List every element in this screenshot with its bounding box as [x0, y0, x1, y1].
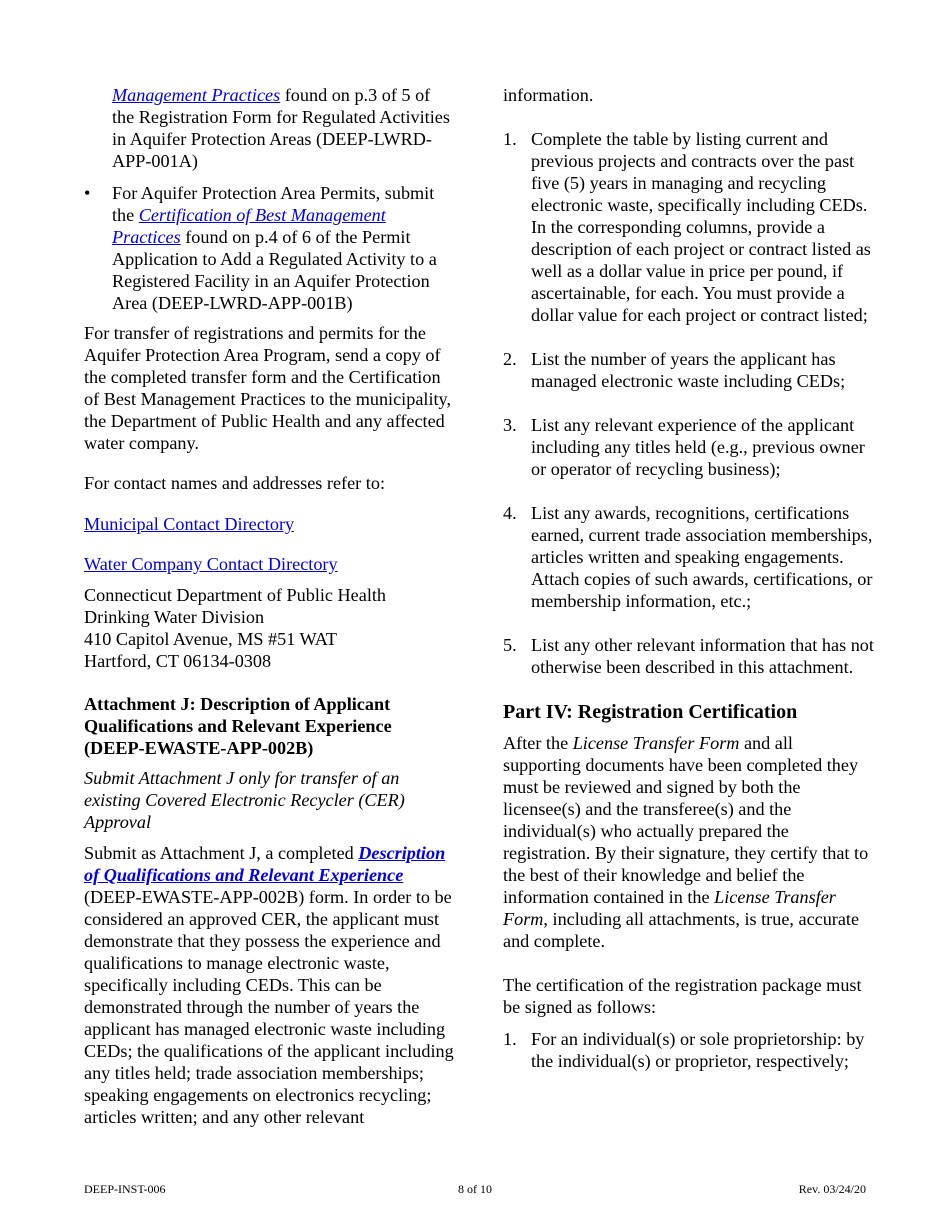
- signature-list: [503, 1028, 875, 1072]
- list-text: For an individual(s) or sole proprietorship: by the individual(s) or proprietor, respectively;: [531, 1029, 865, 1071]
- list-item: [503, 348, 875, 392]
- certification-bmp-link[interactable]: Certification of Best Management Practices: [112, 205, 386, 247]
- address-block: [84, 584, 456, 672]
- list-text: List any other relevant information that has not otherwise been described in this attachment.: [531, 635, 874, 677]
- list-number: 1.: [503, 1029, 517, 1049]
- transfer-paragraph: For transfer of registrations and permits for the Aquifer Protection Area Program, send a copy of the completed transfer form and the Certification of Best Management Practices to the municipality, the Department of Public Health and any affected water company.: [84, 323, 452, 453]
- management-practices-link[interactable]: Management Practices: [112, 85, 281, 105]
- cert-text: After the: [503, 733, 573, 753]
- list-item: [503, 502, 875, 612]
- address-line: Connecticut Department of Public Health: [84, 585, 387, 605]
- footer-page-number: 8 of 10: [458, 1182, 492, 1196]
- part-iv-heading: Part IV: Registration Certification: [503, 701, 798, 723]
- cert-form-name: License Transfer Form: [572, 733, 740, 753]
- bullet-marker: •: [84, 183, 91, 203]
- requirements-list: [503, 128, 875, 678]
- attachment-j-note: Submit Attachment J only for transfer of an existing Covered Electronic Recycler (CER) Approval: [84, 768, 405, 832]
- bullet-continuation-text: found on p.3 of 5 of the Registration Form for Regulated Activities in Aquifer Protection Areas (DEEP-LWRD-APP-001A): [112, 85, 450, 171]
- list-item: [503, 128, 875, 326]
- cert-text: , including all attachments, is true, accurate and complete.: [503, 909, 860, 951]
- list-text: List any relevant experience of the applicant including any titles held (e.g., previous owner or operator of recycling business);: [531, 415, 865, 479]
- certification-paragraph: [503, 732, 875, 952]
- address-line: 410 Capitol Avenue, MS #51 WAT: [84, 629, 337, 649]
- contact-paragraph: For contact names and addresses refer to:: [84, 473, 385, 493]
- list-item: [503, 634, 875, 678]
- bullet-continuation: [84, 84, 456, 172]
- list-number: 1.: [503, 129, 517, 149]
- address-line: Hartford, CT 06134-0308: [84, 651, 272, 671]
- list-number: 4.: [503, 503, 517, 523]
- list-text: List the number of years the applicant has managed electronic waste including CEDs;: [531, 349, 846, 391]
- signed-paragraph: The certification of the registration package must be signed as follows:: [503, 975, 862, 1017]
- qualifications-experience-link[interactable]: Description of Qualifications and Relevant Experience: [84, 843, 446, 885]
- right-column: [503, 84, 875, 1072]
- list-number: 5.: [503, 635, 517, 655]
- list-number: 3.: [503, 415, 517, 435]
- list-item: [503, 1028, 875, 1072]
- attachment-j-heading: Attachment J: Description of Applicant Qualifications and Relevant Experience (DEEP-EWASTE-APP-002B): [84, 694, 392, 758]
- attachment-text-pre: Submit as Attachment J, a completed: [84, 843, 359, 863]
- municipal-contact-link[interactable]: Municipal Contact Directory: [84, 514, 295, 534]
- left-column: [84, 84, 456, 1128]
- water-company-contact-link[interactable]: Water Company Contact Directory: [84, 554, 338, 574]
- attachment-j-paragraph: [84, 842, 456, 1128]
- footer-form-id: DEEP-INST-006: [84, 1182, 166, 1196]
- bullet-text-post: found on p.4 of 6 of the Permit Application to Add a Regulated Activity to a Registered Facility in an Aquifer Protection Area (DEEP-LWRD-APP-001B): [112, 227, 437, 313]
- cert-text: and all supporting documents have been completed they must be reviewed and signed by both the licensee(s) and the transferee(s) and the individual(s) who actually prepared the registration. By their signature, they certify that to the best of their knowledge and belief the information contained in the: [503, 733, 869, 907]
- list-text: Complete the table by listing current and previous projects and contracts over the past five (5) years in managing and recycling electronic waste, specifically including CEDs. In the corresponding columns, provide a description of each project or contract listed as well as a dollar value in price per pound, if ascertainable, for each. You must provide a dollar value for each project or contract listed;: [531, 129, 871, 325]
- attachment-text-post: (DEEP-EWASTE-APP-002B) form. In order to be considered an approved CER, the applicant must demonstrate that they possess the experience and qualifications to manage electronic waste, specifically including CEDs. This can be demonstrated through the number of years the applicant has managed electronic waste including CEDs; the qualifications of the applicant including any titles held; trade association memberships; speaking engagements on electronics recycling; articles written; and any other relevant: [84, 887, 454, 1127]
- list-number: 2.: [503, 349, 517, 369]
- list-text: List any awards, recognitions, certifications earned, current trade association memberships, articles written and speaking engagements. Attach copies of such awards, certifications, or membership information, etc.;: [531, 503, 873, 611]
- address-line: Drinking Water Division: [84, 607, 265, 627]
- bullet-item-permits: [84, 182, 456, 314]
- continuation-text: information.: [503, 85, 594, 105]
- list-item: [503, 414, 875, 480]
- footer-revision: Rev. 03/24/20: [798, 1182, 866, 1196]
- cert-form-name: License Transfer Form: [503, 887, 836, 929]
- bullet-text-pre: For Aquifer Protection Area Permits, submit the: [112, 183, 435, 225]
